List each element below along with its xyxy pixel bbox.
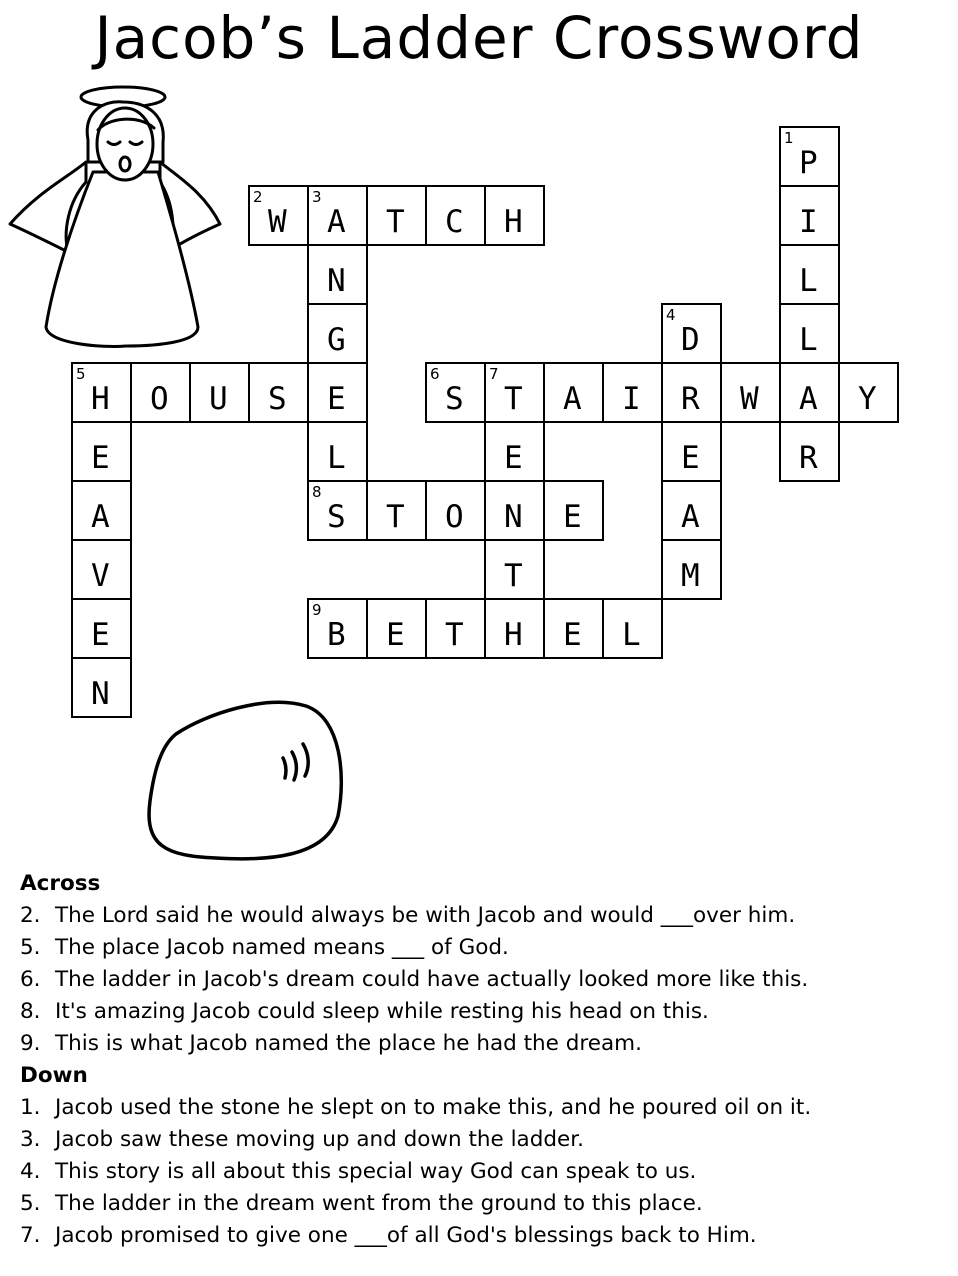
grid-cell — [307, 598, 368, 659]
grid-letter: E — [386, 617, 405, 653]
across-clue-list — [20, 900, 940, 1060]
grid-letter: S — [445, 381, 464, 417]
grid-letter: A — [681, 499, 700, 535]
grid-letter: E — [681, 440, 700, 476]
across-clue-5: 5. The place Jacob named means ___ of God. — [20, 935, 509, 960]
grid-cell — [484, 539, 545, 600]
grid-cell — [307, 362, 368, 423]
clue-number: 5 — [76, 365, 86, 383]
grid-letter: I — [799, 204, 818, 240]
grid-cell — [779, 126, 840, 187]
grid-letter: S — [327, 499, 346, 535]
grid-letter: M — [681, 558, 700, 594]
grid-letter: B — [327, 617, 346, 653]
grid-cell — [484, 185, 545, 246]
grid-cell — [248, 185, 309, 246]
grid-cell — [602, 362, 663, 423]
grid-letter: Y — [858, 381, 877, 417]
grid-cell — [71, 539, 132, 600]
down-clue-list — [20, 1092, 940, 1252]
grid-letter: L — [327, 440, 346, 476]
grid-cell — [779, 185, 840, 246]
grid-cell — [307, 244, 368, 305]
across-clue-9: 9. This is what Jacob named the place he had the dream. — [20, 1031, 642, 1056]
grid-letter: L — [799, 322, 818, 358]
grid-cell — [71, 362, 132, 423]
grid-letter: G — [327, 322, 346, 358]
grid-cell — [71, 657, 132, 718]
grid-cell — [307, 303, 368, 364]
grid-letter: T — [386, 204, 405, 240]
down-clue-3: 3. Jacob saw these moving up and down the ladder. — [20, 1127, 584, 1152]
grid-letter: E — [327, 381, 346, 417]
grid-cell — [661, 362, 722, 423]
clue-number: 1 — [784, 129, 794, 147]
grid-letter: P — [799, 145, 818, 181]
clue-number: 9 — [312, 601, 322, 619]
clue-number: 2 — [253, 188, 263, 206]
grid-cell — [307, 421, 368, 482]
grid-letter: I — [622, 381, 641, 417]
grid-letter: T — [504, 558, 523, 594]
grid-letter: N — [91, 676, 110, 712]
grid-letter: A — [327, 204, 346, 240]
grid-cell — [425, 362, 486, 423]
grid-letter: L — [622, 617, 641, 653]
grid-letter: U — [209, 381, 228, 417]
grid-letter: E — [504, 440, 523, 476]
grid-letter: C — [445, 204, 464, 240]
across-clue-2: 2. The Lord said he would always be with Jacob and would ___over him. — [20, 903, 796, 928]
grid-cell — [366, 185, 427, 246]
grid-cell — [779, 421, 840, 482]
clue-number: 3 — [312, 188, 322, 206]
grid-letter: A — [91, 499, 110, 535]
grid-letter: W — [740, 381, 759, 417]
grid-letter: R — [799, 440, 818, 476]
grid-letter: R — [681, 381, 700, 417]
grid-letter: N — [327, 263, 346, 299]
grid-cell — [71, 421, 132, 482]
grid-letter: E — [91, 617, 110, 653]
grid-letter: L — [799, 263, 818, 299]
grid-letter: H — [504, 617, 523, 653]
down-clue-5: 5. The ladder in the dream went from the ground to this place. — [20, 1191, 703, 1216]
clue-number: 6 — [430, 365, 440, 383]
grid-letter: A — [563, 381, 582, 417]
grid-letter: H — [91, 381, 110, 417]
grid-letter: A — [799, 381, 818, 417]
grid-letter: W — [268, 204, 287, 240]
grid-cell — [425, 598, 486, 659]
grid-letter: O — [445, 499, 464, 535]
grid-letter: O — [150, 381, 169, 417]
grid-letter: E — [91, 440, 110, 476]
grid-letter: T — [504, 381, 523, 417]
grid-cell — [130, 362, 191, 423]
grid-cell — [543, 362, 604, 423]
grid-cell — [484, 598, 545, 659]
grid-cell — [425, 480, 486, 541]
grid-cell — [425, 185, 486, 246]
grid-cell — [543, 598, 604, 659]
grid-letter: S — [268, 381, 287, 417]
grid-cell — [661, 421, 722, 482]
clue-number: 8 — [312, 483, 322, 501]
grid-letter: V — [91, 558, 110, 594]
grid-cell — [484, 421, 545, 482]
grid-cell — [779, 362, 840, 423]
grid-letter: D — [681, 322, 700, 358]
grid-cell — [307, 480, 368, 541]
clue-number: 7 — [489, 365, 499, 383]
grid-letter: N — [504, 499, 523, 535]
grid-cell — [248, 362, 309, 423]
grid-cell — [720, 362, 781, 423]
grid-cell — [661, 303, 722, 364]
grid-cell — [71, 480, 132, 541]
grid-cell — [484, 480, 545, 541]
down-clue-1: 1. Jacob used the stone he slept on to make this, and he poured oil on it. — [20, 1095, 812, 1120]
grid-cell — [71, 598, 132, 659]
grid-cell — [838, 362, 899, 423]
across-heading: Across — [20, 871, 101, 896]
down-heading: Down — [20, 1063, 88, 1088]
grid-cell — [779, 303, 840, 364]
grid-cell — [602, 598, 663, 659]
grid-cell — [661, 539, 722, 600]
clue-number: 4 — [666, 306, 676, 324]
grid-cell — [661, 480, 722, 541]
across-clue-6: 6. The ladder in Jacob's dream could have actually looked more like this. — [20, 967, 809, 992]
grid-letter: T — [445, 617, 464, 653]
across-clue-8: 8. It's amazing Jacob could sleep while resting his head on this. — [20, 999, 709, 1024]
down-clue-4: 4. This story is all about this special way God can speak to us. — [20, 1159, 697, 1184]
grid-letter: E — [563, 617, 582, 653]
grid-cell — [484, 362, 545, 423]
page-title: Jacob’s Ladder Crossword — [94, 4, 864, 72]
grid-letter: T — [386, 499, 405, 535]
grid-letter: H — [504, 204, 523, 240]
down-clue-7: 7. Jacob promised to give one ___of all God's blessings back to Him. — [20, 1223, 757, 1248]
grid-cell — [307, 185, 368, 246]
grid-cell — [366, 598, 427, 659]
clues-section — [20, 868, 940, 1252]
grid-cell — [543, 480, 604, 541]
grid-cell — [366, 480, 427, 541]
grid-letter: E — [563, 499, 582, 535]
grid-cell — [779, 244, 840, 305]
grid-cell — [189, 362, 250, 423]
